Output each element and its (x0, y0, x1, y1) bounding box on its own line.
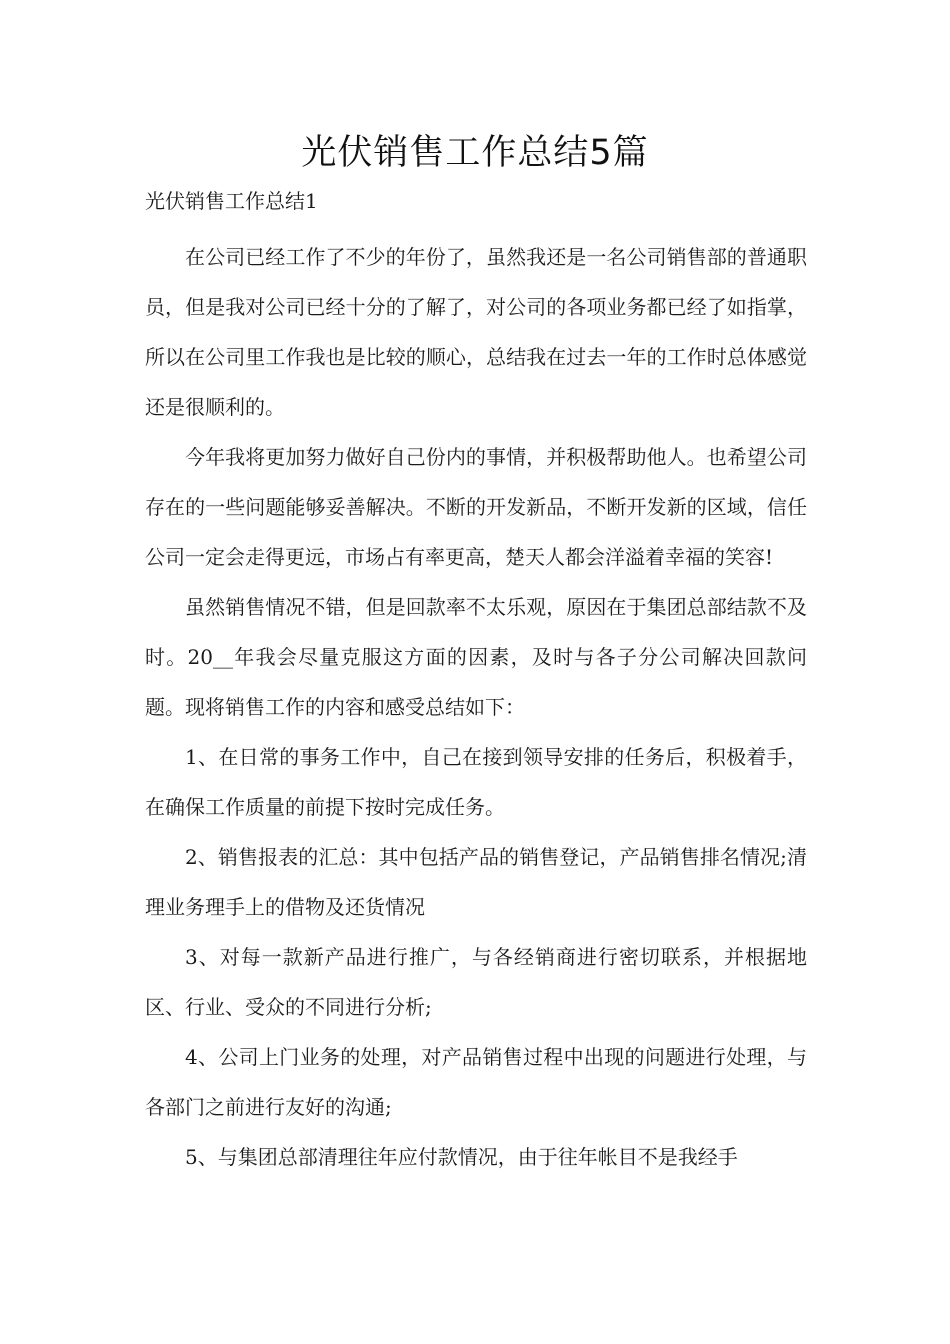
paragraph: 今年我将更加努力做好自己份内的事情，并积极帮助他人。也希望公司存在的一些问题能够妥善解决。不断的开发新品，不断开发新的区域，信任公司一定会走得更远，市场占有率更高，楚天人都会洋溢着幸福的笑容! (145, 445, 807, 569)
list-item-4: 4、公司上门业务的处理，对产品销售过程中出现的问题进行处理，与各部门之前进行友好的沟通; (145, 1045, 807, 1119)
document-body (145, 232, 807, 1182)
section-heading: 光伏销售工作总结1 (145, 189, 318, 213)
list-item-5: 5、与集团总部清理往年应付款情况，由于往年帐目不是我经手 (185, 1145, 738, 1169)
paragraph: 虽然销售情况不错，但是回款率不太乐观，原因在于集团总部结款不及时。20__年我会尽量克服这方面的因素，及时与各子分公司解决回款问题。现将销售工作的内容和感受总结如下： (145, 595, 807, 719)
list-item-3: 3、对每一款新产品进行推广，与各经销商进行密切联系，并根据地区、行业、受众的不同进行分析; (145, 945, 807, 1019)
document-title: 光伏销售工作总结5篇 (301, 133, 649, 173)
list-item-2: 2、销售报表的汇总：其中包括产品的销售登记，产品销售排名情况;清理业务理手上的借物及还货情况 (145, 845, 807, 919)
paragraph: 在公司已经工作了不少的年份了，虽然我还是一名公司销售部的普通职员，但是我对公司已经十分的了解了，对公司的各项业务都已经了如指掌，所以在公司里工作我也是比较的顺心，总结我在过去一年的工作时总体感觉还是很顺利的。 (145, 245, 807, 419)
list-item-1: 1、在日常的事务工作中，自己在接到领导安排的任务后，积极着手，在确保工作质量的前提下按时完成任务。 (145, 745, 807, 819)
